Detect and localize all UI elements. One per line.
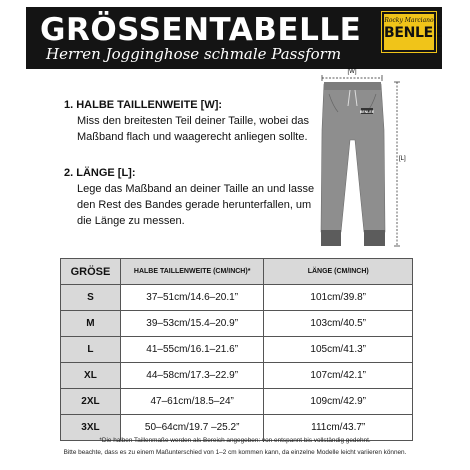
size-cell: 3XL: [61, 415, 121, 441]
length-cell: 107cm/42.1”: [264, 363, 413, 389]
instruction-waist-text: Miss den breitesten Teil deiner Taille, wobei das Maßband flach und waagerecht anliegen sollte.: [77, 115, 309, 143]
table-row: [61, 363, 413, 389]
size-cell: S: [61, 285, 121, 311]
footnote-waist-range: *Die halben Taillenmaße werden als Bereich angegeben: von entspannt bis vollständig gedehnt.: [99, 437, 371, 444]
logo-wordmark: BENLEE: [384, 25, 443, 41]
table-row: [61, 389, 413, 415]
instruction-length-text: Lege das Maßband an deiner Taille an und lasse den Rest des Bandes gerade herunterfallen, um die Länge zu messen.: [77, 183, 315, 227]
logo-tagline: Rocky Marciano: [384, 17, 434, 24]
header-waist: HALBE TAILLENWEITE (CM/INCH)*: [120, 259, 264, 285]
waistband: [324, 82, 381, 90]
header-length: LÄNGE (CM/INCH): [264, 259, 413, 285]
width-label: [W]: [347, 69, 357, 75]
table-row: [61, 337, 413, 363]
page-subtitle: Herren Jogginghose schmale Passform: [46, 45, 342, 63]
header-size: GRÖSE: [61, 259, 121, 285]
table-row: [61, 285, 413, 311]
instruction-waist: [64, 97, 314, 145]
brand-logo: [382, 12, 443, 52]
length-cell: 105cm/41.3”: [264, 337, 413, 363]
waist-cell: 47–61cm/18.5–24”: [120, 389, 264, 415]
instruction-length-heading: 2. LÄNGE [L]:: [64, 167, 136, 179]
size-cell: XL: [61, 363, 121, 389]
length-cell: 101cm/39.8”: [264, 285, 413, 311]
waist-cell: 39–53cm/15.4–20.9”: [120, 311, 264, 337]
page-title: GRÖSSENTABELLE: [40, 12, 362, 48]
instruction-waist-heading: 1. HALBE TAILLENWEITE [W]:: [64, 99, 223, 111]
table-header-row: [61, 259, 413, 285]
waist-cell: 37–51cm/14.6–20.1”: [120, 285, 264, 311]
waist-cell: 44–58cm/17.3–22.9”: [120, 363, 264, 389]
length-cell: 111cm/43.7”: [264, 415, 413, 441]
waist-cell: 50–64cm/19.7 –25.2”: [120, 415, 264, 441]
size-cell: M: [61, 311, 121, 337]
length-cell: 103cm/40.5”: [264, 311, 413, 337]
right-cuff: [364, 230, 385, 246]
instruction-length: [64, 165, 319, 229]
waist-cell: 41–55cm/16.1–21.6”: [120, 337, 264, 363]
footnote-variance: Bitte beachte, dass es zu einem Maßunterschied von 1–2 cm kommen kann, da einzelne Modelle leicht variieren können.: [63, 449, 407, 456]
patch-text: BENLEE: [359, 110, 375, 114]
pants-body: [321, 84, 385, 232]
table-row: [61, 311, 413, 337]
size-table: [60, 258, 413, 441]
length-label: [L]: [399, 156, 406, 162]
size-cell: 2XL: [61, 389, 121, 415]
pants-illustration: [305, 60, 415, 250]
left-cuff: [321, 230, 341, 246]
length-cell: 109cm/42.9”: [264, 389, 413, 415]
size-cell: L: [61, 337, 121, 363]
